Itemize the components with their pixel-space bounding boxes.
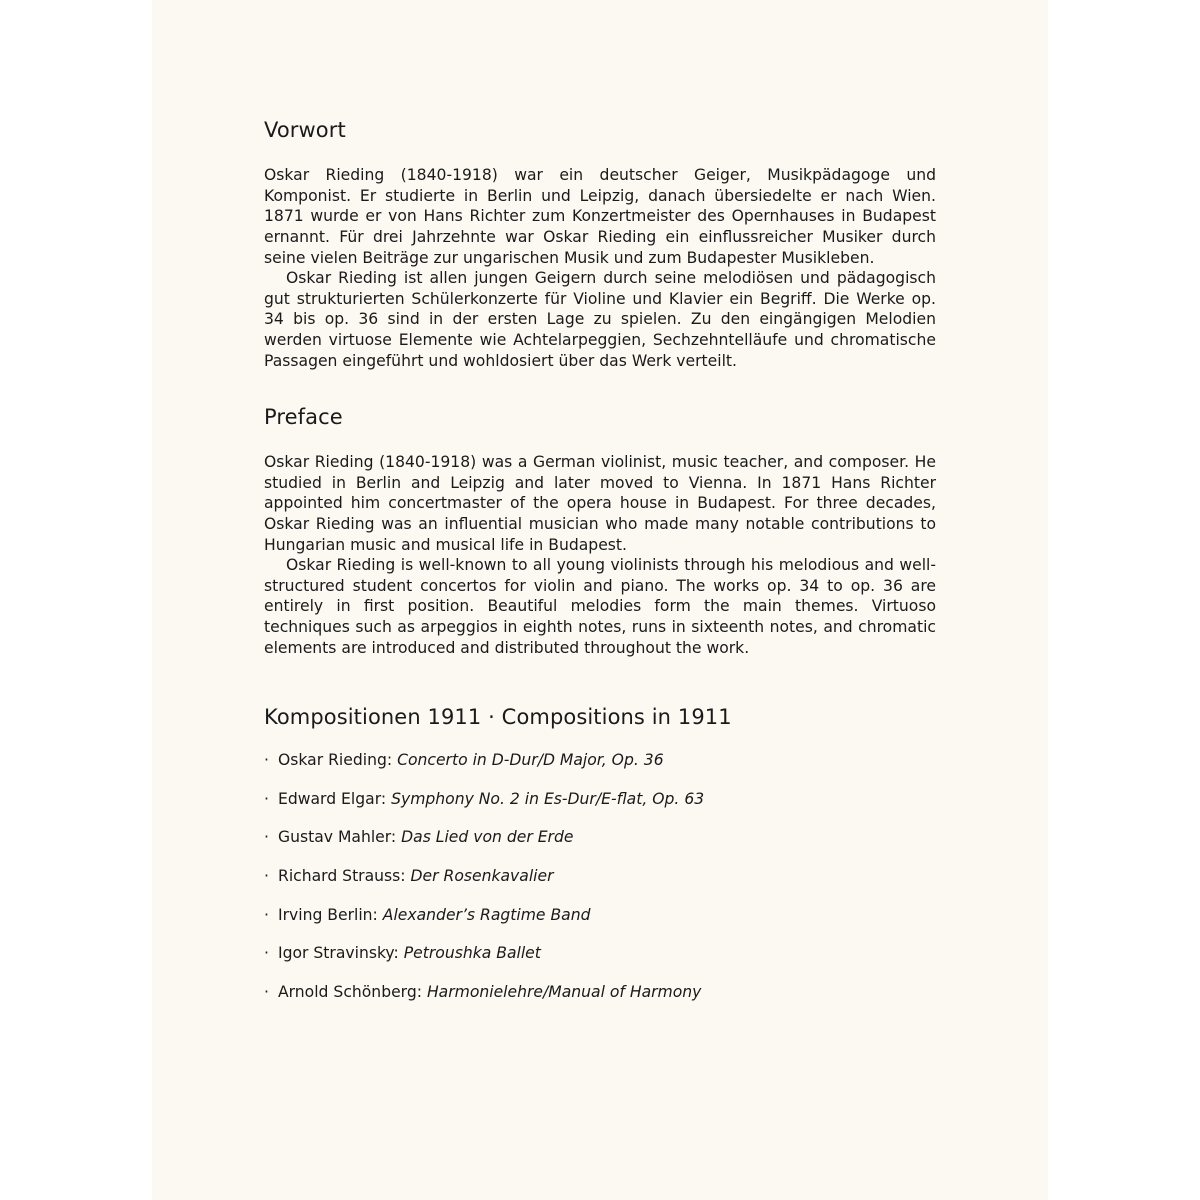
list-bullet: · bbox=[264, 983, 269, 1001]
vorwort-heading: Vorwort bbox=[264, 118, 346, 142]
work-title: Concerto in D-Dur/D Major, Op. 36 bbox=[397, 751, 664, 769]
composer-name: Irving Berlin: bbox=[278, 906, 378, 924]
preface-heading: Preface bbox=[264, 405, 343, 429]
list-bullet: · bbox=[264, 790, 269, 808]
list-item bbox=[264, 866, 554, 886]
list-item bbox=[264, 827, 573, 847]
list-item bbox=[264, 789, 704, 809]
work-title: Der Rosenkavalier bbox=[410, 867, 554, 885]
preface-paragraph-2: Oskar Rieding is well-known to all young violinists through his melodious and well-structured student concertos for violin and piano. The works op. 34 to op. 36 are entirely in first position. Beautiful melodies form the main themes. Virtuoso techniques such as arpeggios in eighth notes, runs in sixteenth notes, and chromatic elements are introduced and distributed throughout the work. bbox=[264, 556, 936, 657]
list-bullet: · bbox=[264, 751, 269, 769]
list-item bbox=[264, 750, 664, 770]
composer-name: Edward Elgar: bbox=[278, 790, 387, 808]
work-title: Alexander’s Ragtime Band bbox=[382, 906, 591, 924]
list-bullet: · bbox=[264, 867, 269, 885]
list-bullet: · bbox=[264, 906, 269, 924]
composer-name: Igor Stravinsky: bbox=[278, 944, 399, 962]
composer-name: Gustav Mahler: bbox=[278, 828, 397, 846]
work-title: Petroushka Ballet bbox=[403, 944, 541, 962]
list-item bbox=[264, 943, 541, 963]
composer-name: Arnold Schönberg: bbox=[278, 983, 422, 1001]
list-item bbox=[264, 982, 701, 1002]
work-title: Das Lied von der Erde bbox=[401, 828, 574, 846]
vorwort-paragraph-2: Oskar Rieding ist allen jungen Geigern durch seine melodiösen und pädagogisch gut strukturierten Schülerkonzerte für Violine und Klavier ein Begriff. Die Werke op. 34 bis op. 36 sind in der ersten Lage zu spielen. Zu den eingängigen Melodien werden virtuose Elemente wie Achtelarpeggien, Sechzehntelläufe und chromatische Passagen eingeführt und wohldosiert über das Werk verteilt. bbox=[264, 269, 936, 370]
composer-name: Richard Strauss: bbox=[278, 867, 406, 885]
list-bullet: · bbox=[264, 828, 269, 846]
list-item bbox=[264, 905, 591, 925]
preface-paragraph-1: Oskar Rieding (1840-1918) was a German violinist, music teacher, and composer. He studied in Berlin and Leipzig and later moved to Vienna. In 1871 Hans Richter appointed him concertmaster of the opera house in Budapest. For three decades, Oskar Rieding was an influential musician who made many notable contributions to Hungarian music and musical life in Budapest. bbox=[264, 453, 936, 554]
composer-name: Oskar Rieding: bbox=[278, 751, 393, 769]
work-title: Harmonielehre/Manual of Harmony bbox=[426, 983, 702, 1001]
list-bullet: · bbox=[264, 944, 269, 962]
vorwort-paragraph-1: Oskar Rieding (1840-1918) war ein deutscher Geiger, Musikpädagoge und Komponist. Er studierte in Berlin und Leipzig, danach übersiedelte er nach Wien. 1871 wurde er von Hans Richter zum Konzertmeister des Opernhauses in Budapest ernannt. Für drei Jahrzehnte war Oskar Rieding ein einflussreicher Musiker durch seine vielen Beiträge zur ungarischen Musik und zum Budapester Musikleben. bbox=[264, 166, 936, 267]
work-title: Symphony No. 2 in Es-Dur/E-flat, Op. 63 bbox=[391, 790, 705, 808]
compositions-heading: Kompositionen 1911 · Compositions in 1911 bbox=[264, 705, 732, 729]
